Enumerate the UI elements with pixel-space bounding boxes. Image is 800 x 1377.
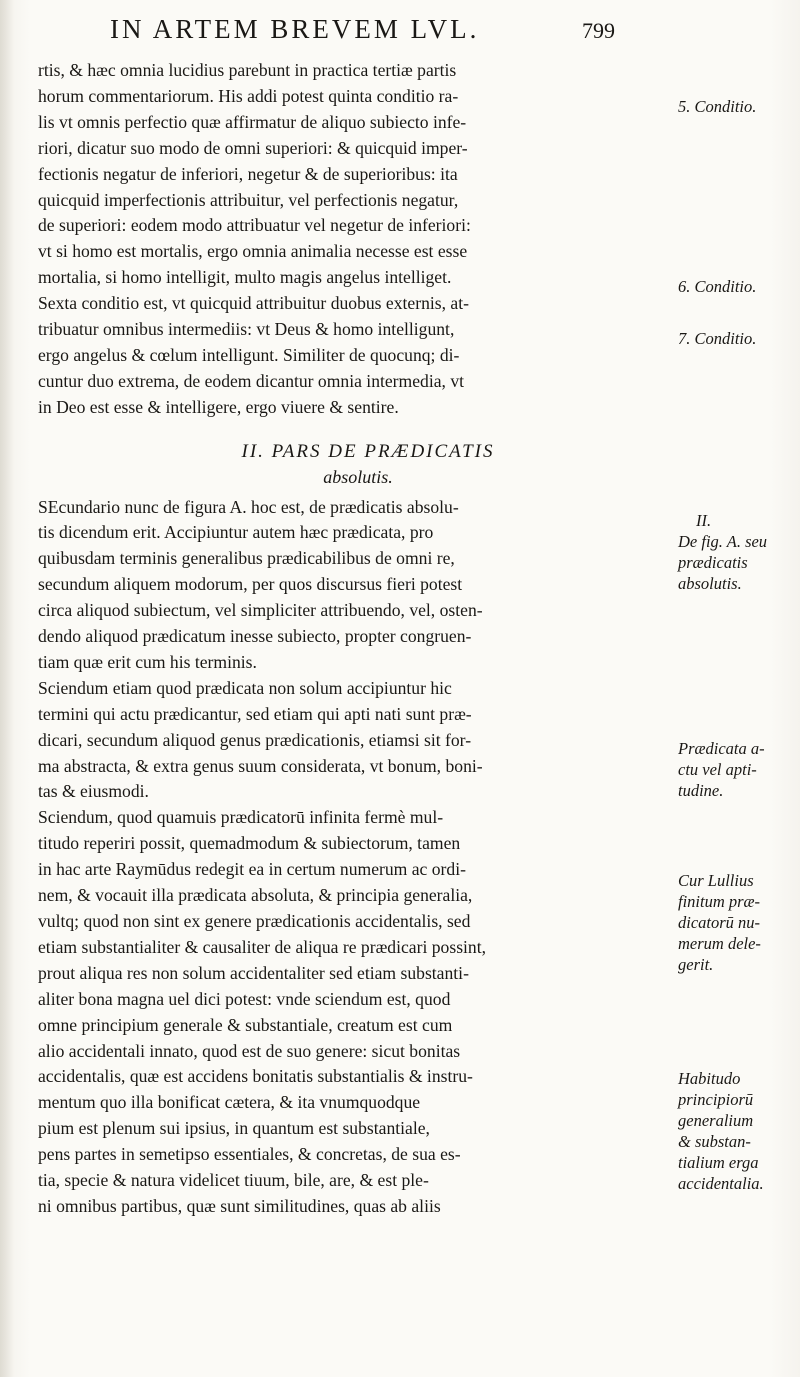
text-line: dendo aliquod prædicatum inesse subiecto, propter congruen- [38, 626, 472, 647]
main-text-column [38, 58, 678, 1220]
text-line: in hac arte Raymūdus redegit ea in certum numerum ac ordi- [38, 859, 466, 880]
margin-note-line: ctu vel apti- [678, 760, 757, 779]
text-line: Sciendum, quod quamuis prædicatorū infinita fermè mul- [38, 807, 444, 828]
text-line: accidentalis, quæ est accidens bonitatis substantialis & instru- [38, 1066, 473, 1087]
margin-note-aptitude [678, 738, 765, 801]
margin-note-line: Habitudo [678, 1069, 741, 1088]
margin-note-line: dicatorū nu- [678, 913, 761, 932]
text-line: etiam substantialiter & causaliter de aliqua re prædicari possint, [38, 936, 487, 957]
text-line: ergo angelus & cœlum intelligunt. Similiter de quocunq; di- [38, 344, 460, 365]
text-line: de superiori: eodem modo attribuatur vel negetur de inferiori: [38, 215, 471, 236]
margin-note-line: Cur Lullius [678, 871, 754, 890]
page-number: 799 [582, 18, 615, 43]
margin-note-lullius [678, 870, 761, 975]
text-line: SEcundario nunc de figura A. hoc est, de prædicatis absolu- [38, 496, 459, 517]
text-line: tas & eiusmodi. [38, 781, 149, 802]
text-line: ni omnibus partibus, quæ sunt similitudines, quas ab aliis [38, 1195, 441, 1216]
margin-note-line: generalium [678, 1111, 754, 1130]
margin-note-figure-a [678, 510, 767, 594]
text-line: lis vt omnis perfectio quæ affirmatur de aliquo subiecto infe- [38, 111, 467, 132]
paragraph-absolute-predicates [38, 495, 678, 676]
margin-note-line: tudine. [678, 781, 724, 800]
section-title: II. PARS DE PRÆDICATIS [241, 440, 495, 462]
text-line: secundum aliquem modorum, per quos discursus fieri potest [38, 574, 463, 595]
margin-note-line: finitum præ- [678, 892, 761, 911]
margin-note-conditio-5: 5. Conditio. [678, 97, 757, 116]
text-line: vultq; quod non sint ex genere prædicationis accidentalis, sed [38, 911, 471, 931]
text-line: ma abstracta, & extra genus suum considerata, vt bonum, boni- [38, 755, 483, 776]
text-line: vt si homo est mortalis, ergo omnia animalia necesse est esse [38, 241, 468, 262]
margin-note-line: Prædicata a- [678, 739, 765, 758]
text-line: termini qui actu prædicantur, sed etiam qui apti nati sunt præ- [38, 703, 472, 724]
margin-note-conditio-6: 6. Conditio. [678, 277, 757, 296]
binding-shadow [0, 0, 14, 1377]
text-line: in Deo est esse & intelligere, ergo viuere & sentire. [38, 396, 399, 417]
section-subtitle: absolutis. [323, 466, 393, 487]
text-line: Sexta conditio est, vt quicquid attribuitur duobus externis, at- [38, 293, 469, 314]
text-line: pens partes in semetipso essentiales, & concretas, de sua es- [38, 1144, 461, 1165]
margin-note-conditio-7: 7. Conditio. [678, 329, 757, 348]
running-title: IN ARTEM BREVEM LVL. [110, 14, 480, 44]
margin-note-line: gerit. [678, 955, 714, 974]
text-line: nem, & vocauit illa prædicata absoluta, & principia generalia, [38, 885, 473, 906]
paragraph-predicate-aptitude [38, 676, 678, 806]
text-line: mentum quo illa bonificat cætera, & ita vnumquodque [38, 1092, 421, 1113]
margin-note-line: & substan- [678, 1132, 751, 1151]
text-line: omne principium generale & substantiale, creatum est cum [38, 1014, 453, 1035]
text-line: cuntur duo extrema, de eodem dicantur omnia intermedia, vt [38, 370, 465, 391]
text-line: mortalia, si homo intelligit, multo magis angelus intelliget. [38, 267, 452, 288]
text-line: fectionis negatur de inferiori, negetur & de superioribus: ita [38, 163, 458, 184]
text-line: titudo reperiri possit, quemadmodum & subiectorum, tamen [38, 833, 461, 854]
text-line: tis dicendum erit. Accipiuntur autem hæc prædicata, pro [38, 522, 434, 543]
paragraph-conditions [38, 58, 678, 421]
text-line: riori, dicatur suo modo de omni superiori: & quicquid imper- [38, 137, 468, 158]
margin-note-line: tialium erga [678, 1153, 759, 1172]
text-line: alio accidentali innato, quod est de suo genere: sicut bonitas [38, 1040, 461, 1061]
text-line: prout aliqua res non solum accidentaliter sed etiam substanti- [38, 962, 469, 983]
margin-note-line: II. [696, 511, 712, 530]
margin-note-line: absolutis. [678, 574, 742, 593]
margin-note-line: principiorū [678, 1090, 754, 1109]
section-heading [38, 439, 678, 491]
text-line: quicquid imperfectionis attribuitur, vel perfectionis negatur, [38, 189, 459, 210]
text-line: pium est plenum sui ipsius, in quantum est substantiale, [38, 1118, 430, 1139]
margin-note-line: De fig. A. seu [678, 532, 768, 551]
text-line: horum commentariorum. His addi potest quinta conditio ra- [38, 85, 459, 106]
text-line: tia, specie & natura videlicet tiuum, bile, are, & est ple- [38, 1170, 429, 1191]
text-line: circa aliquod subiectum, vel simpliciter attribuendo, vel, osten- [38, 600, 483, 621]
paragraph-lullius-number [38, 805, 678, 1220]
margin-note-habitudo [678, 1068, 764, 1194]
text-line: rtis, & hæc omnia lucidius parebunt in practica tertiæ partis [38, 60, 457, 80]
margin-note-line: accidentalia. [678, 1174, 764, 1193]
text-line: quibusdam terminis generalibus prædicabilibus de omni re, [38, 548, 455, 569]
margin-note-line: prædicatis [678, 553, 748, 572]
margin-note-line: merum dele- [678, 934, 761, 953]
text-line: tiam quæ erit cum his terminis. [38, 651, 257, 672]
text-line: tribuatur omnibus intermediis: vt Deus & homo intelligunt, [38, 319, 455, 340]
text-line: aliter bona magna uel dici potest: vnde sciendum est, quod [38, 988, 451, 1009]
text-line: dicari, secundum aliquod genus prædicationis, etiamsi sit for- [38, 729, 472, 750]
text-line: Sciendum etiam quod prædicata non solum accipiuntur hic [38, 677, 452, 698]
